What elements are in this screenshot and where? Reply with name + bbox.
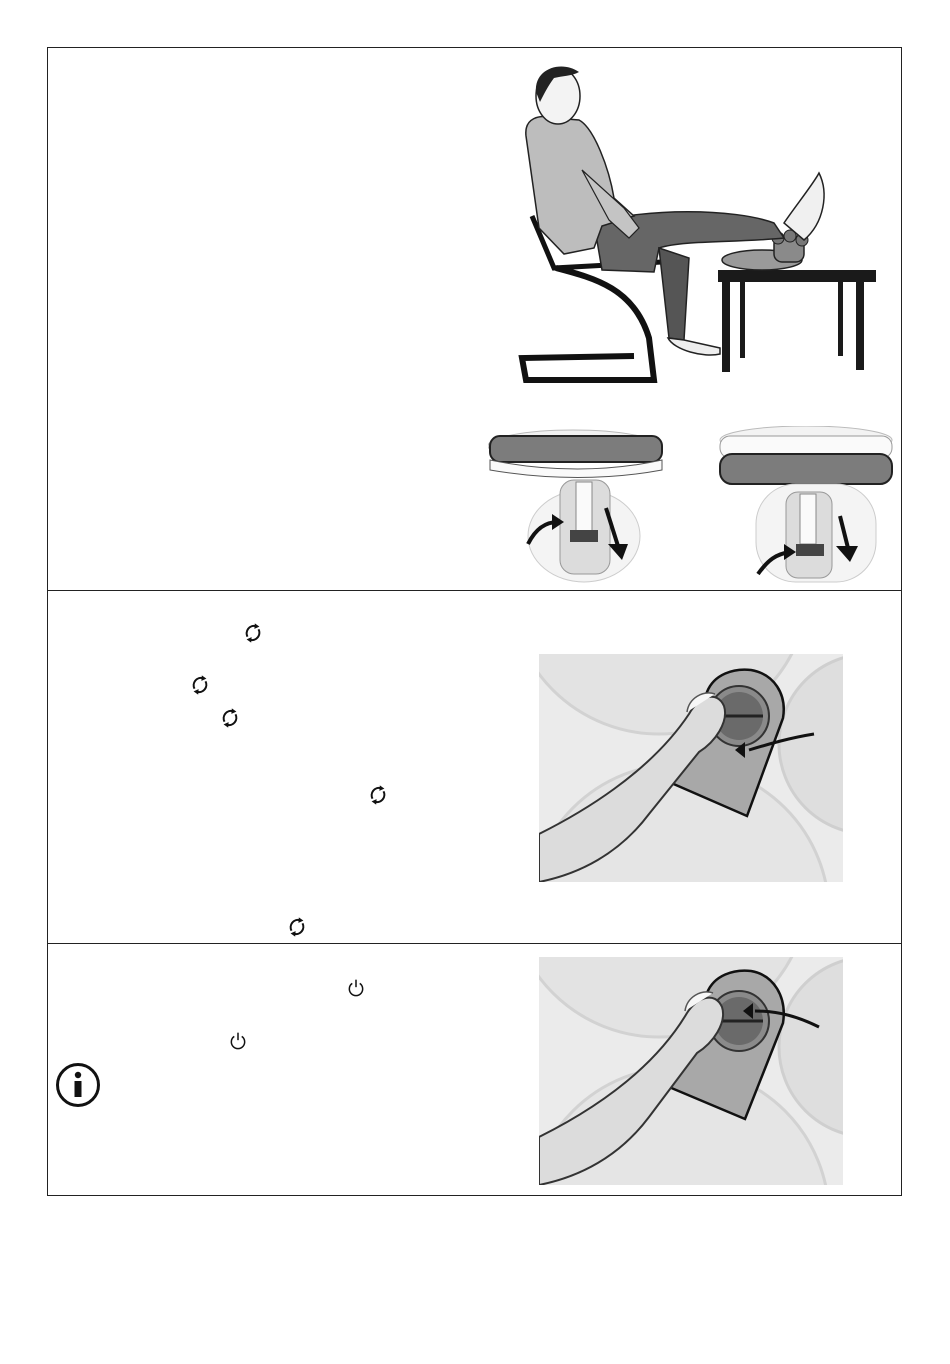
person-using-foot-massager-illustration — [484, 58, 894, 388]
section-divider-2 — [47, 943, 902, 944]
program-cycle-icon — [367, 784, 389, 806]
press-program-button-illustration — [539, 654, 843, 882]
info-icon — [55, 1062, 101, 1108]
program-cycle-icon — [286, 916, 308, 938]
program-cycle-icon — [189, 674, 211, 696]
program-cycle-icon — [242, 622, 264, 644]
massager-position-b-illustration — [716, 426, 896, 584]
section-divider-1 — [47, 590, 902, 591]
press-power-button-illustration — [539, 957, 843, 1185]
power-icon — [346, 978, 366, 998]
massager-position-a-illustration — [488, 426, 668, 584]
power-icon — [228, 1031, 248, 1051]
program-cycle-icon — [219, 707, 241, 729]
